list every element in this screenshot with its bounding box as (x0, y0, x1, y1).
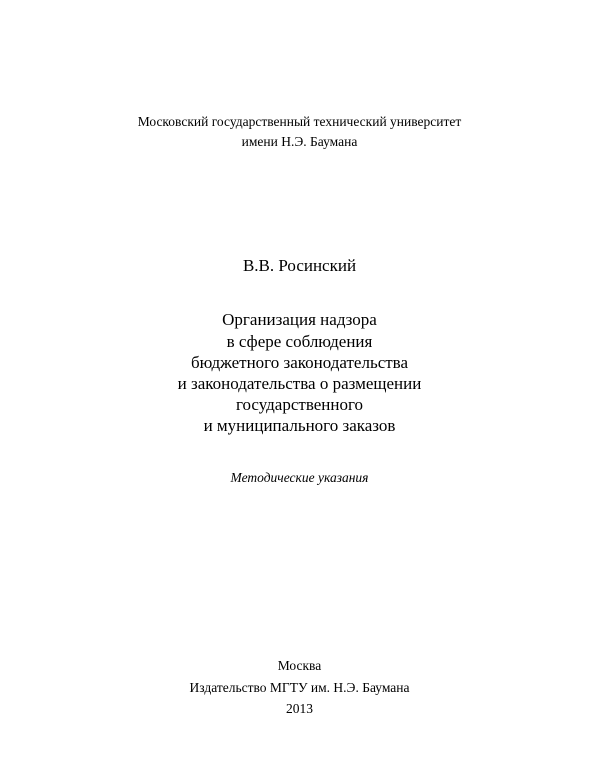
organization-line-2: имени Н.Э. Баумана (241, 134, 358, 149)
author-name: В.В. Росинский (242, 256, 357, 275)
title-line-3: бюджетного законодательства (190, 353, 409, 372)
imprint-publisher: Издательство МГТУ им. Н.Э. Баумана (189, 680, 410, 695)
imprint-city: Москва (277, 658, 322, 673)
document-type: Методические указания (230, 470, 369, 485)
organization-line-1: Московский государственный технический университет (137, 114, 462, 129)
title-line-4: и законодательства о размещении (177, 374, 422, 393)
imprint-year: 2013 (286, 701, 313, 716)
title-line-1: Организация надзора (222, 310, 377, 329)
title-line-2: в сфере соблюдения (226, 332, 373, 351)
title-line-5: государственного (235, 395, 364, 414)
title-line-6: и муниципального заказов (203, 416, 396, 435)
